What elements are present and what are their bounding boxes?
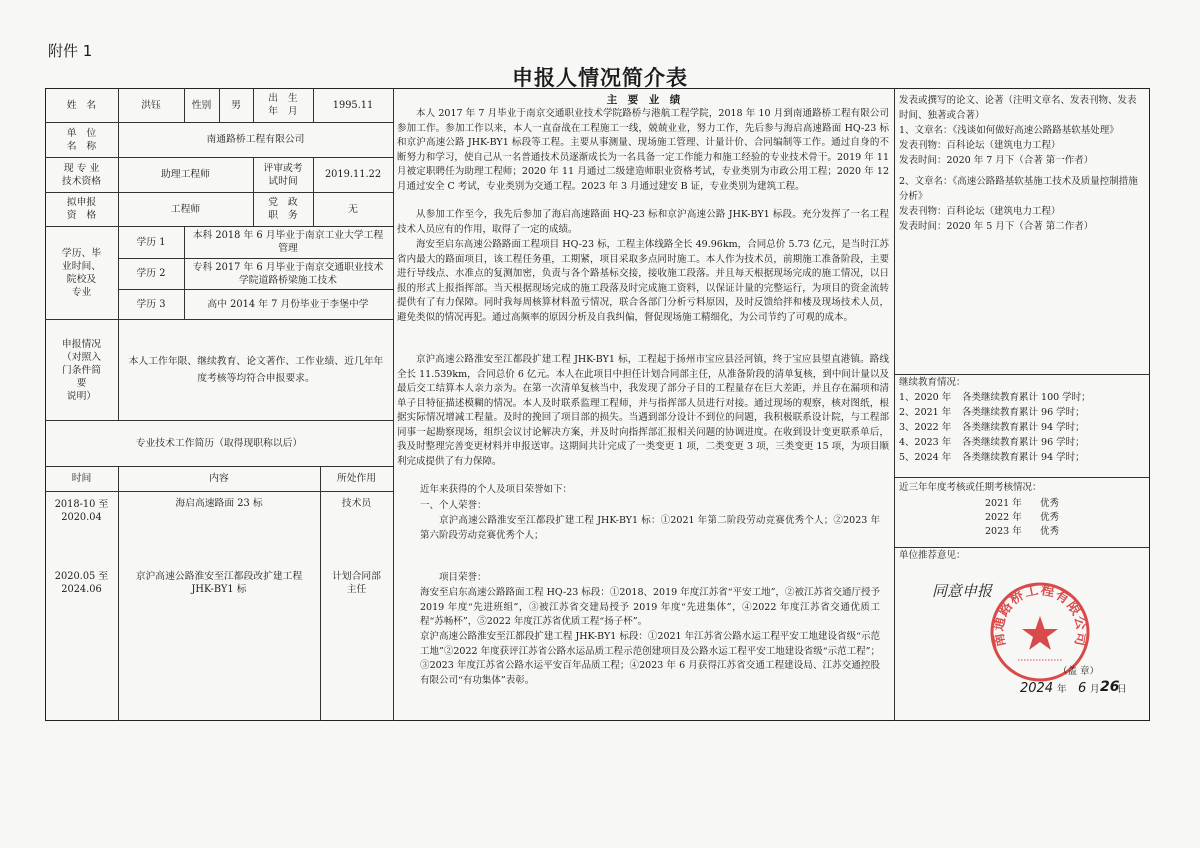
review-time-value: 2019.11.22: [324, 169, 382, 180]
unit-value: 南通路桥工程有限公司: [206, 134, 305, 145]
education-label: 学历、毕 业时间、 院校及 专业: [61, 247, 102, 298]
review-time-label: 评审或考 试时间: [263, 162, 303, 187]
page-title: 申报人情况简介表: [512, 66, 688, 90]
declaration-value: 本人工作年限、继续教育、论文著作、工作业绩、近几年年度考核等均符合申报要求。: [128, 356, 384, 384]
stamp-star-icon: [1022, 616, 1058, 650]
ce-row-2-year: 2、2021 年: [899, 407, 952, 418]
project-honors-text-2: 京沪高速公路淮安至江都段扩建工程 JHK-BY1 标段：①2021 年江苏省公路水运工程平安工地建设省级“示范工地”②2022 年度获评江苏省公路水运品质工程示范创建项目及公路水运工程平安工地建设省级“示范工程”；③2023 年度江苏省公路水运平安百年品质工程；④2023 年 6 月获得江苏省交通工程建设局、江苏交通控股有限公司“有功集体”表彰。: [420, 631, 880, 686]
assessment-title: 近三年年度考核或任期考核情况：: [899, 482, 1042, 493]
continuing-education-title: 继续教育情况：: [899, 377, 966, 388]
education-3-label: 学历 3: [136, 298, 166, 310]
qualification-label: 现 专 业 技术资格: [61, 162, 102, 187]
date-day-unit: 日: [1117, 684, 1127, 695]
papers-title: 发表或撰写的论文、论著（注明文章名、发表刊物、发表时间、独著或合著）: [899, 95, 1137, 121]
sign-date-month: 6: [1078, 681, 1087, 696]
main-achievements-title: 主 要 业 绩: [606, 94, 681, 106]
party-post-value: 无: [348, 203, 358, 215]
achievement-paragraph-4: 京沪高速公路淮安至江都段扩建工程 JHK-BY1 标，工程起于扬州市宝应县泾河镇，终于宝应县望直港镇。路线全长 11.539km，合同总价 6 亿元。本人在此项目中担任计划合同部主任，从准备阶段的清单复核，到中间计量以及最后交工结算本人亲力亲为。在第一次清单复核当中，我发现了部分子目的工程量存在巨大差距，并且存在漏项和清单子目特征描述模糊的情况。本人及时联系监理工程师，并与指挥部人员进行对接。通过现场的观察，核对图纸，根据实际情况增减工程量。及时的挽回了项目部的损失。当遇到部分设计不到位的问题，我积极联系设计院，与工程部同事一起勘察现场，组织会议讨论解决方案，并及时向指挥部汇报相关问题的协调进度。在收到设计变更联系单后，我及时整理完善变更材料并申报送审。这期间共计完成了一类变更 1 项，二类变更 3 项，三类变更 15 项，为项目顺利完成提供了有力保障。: [397, 354, 889, 467]
assessment-row-2-year: 2022 年: [985, 512, 1022, 523]
work-history-title: 专业技术工作简历（取得现职称以后）: [135, 437, 303, 449]
work-history-row-2-content: 京沪高速公路淮安至江都段改扩建工程 JHK-BY1 标: [135, 571, 303, 595]
personal-honors-text: 京沪高速公路淮安至江都段扩建工程 JHK-BY1 标：①2021 年第二阶段劳动竞赛优秀个人；②2023 年第六阶段劳动竞赛优秀个人；: [420, 515, 880, 541]
ce-row-4-text: 各类继续教育累计 96 学时；: [962, 437, 1085, 448]
ce-row-1-year: 1、2020 年: [899, 392, 952, 403]
achievement-paragraph-3: 海安至启东高速公路路面工程项目 HQ-23 标，工程主体线路全长 49.96km，合同总价 5.73 亿元，是当时江苏省内最大的路面项目，该工程任务重，工期紧，项目采取多点同时施工。本人作为技术员，前期施工准备阶段，主要进行导线点、水准点的复测加密，负责与各个路基标交接，接收施工段落。并且每天根据现场完成的施工情况，以日报的形式上报指挥部。当天根据现场完成的施工段落及时完成施工资料，以保证计量的完整运行，为项目的资金流转提供有了有力保障。同时我每周核算材料盈亏情况，联合各部门分析亏料原因，及时反馈给拌和楼及现场技术人员，避免类似的情况再犯。通过高频率的原因分析及自我纠偏，督促现场施工精细化，为公司节约了可观的成本。: [397, 239, 889, 323]
ce-row-1-text: 各类继续教育累计 100 学时；: [962, 392, 1091, 403]
birth-value: 1995.11: [332, 99, 374, 111]
project-honors-title: 项目荣誉：: [439, 572, 487, 583]
stamp-text: 南通路桥工程有限公司: [990, 581, 1090, 649]
qualification-value: 助理工程师: [161, 169, 210, 180]
assessment-row-3-year: 2023 年: [985, 526, 1022, 537]
ce-row-5-text: 各类继续教育累计 94 学时；: [962, 452, 1085, 463]
personal-honors-title: 一、个人荣誉：: [420, 500, 487, 511]
paper-line-5: 发表刊物：百科论坛（建筑电力工程）: [899, 206, 1061, 217]
declaration-label: 申报情况 （对照入 门条件简 要 说明）: [61, 338, 102, 402]
achievement-paragraph-1: 本人 2017 年 7 月毕业于南京交通职业技术学院路桥与港航工程学院，2018 年 10 月到南通路桥工程有限公司参加工作。参加工作以来，本人一直奋战在工程施工一线，兢兢业业，努力工作，先后参与海启高速路面 HQ-23 标和京沪高速公路 JHK-BY1 标段等工程。主要从事测量、现场施工管理、计量计价、合同编制等工作。通过自身的不断努力和学习，使自己从一名普通技术员逐渐成长为一名具备一定工作能力和施工经验的专业技术骨干。2019 年 11 月被定职聘任为助理工程师；2020 年 11 月通过二级建造师职业资格考试，专业类别为市政公用工程；2020 年 12 月通过安全 C 考试，专业类别为交通工程。2023 年 3 月通过建安 B 证，专业类别为建筑工程。: [397, 108, 889, 192]
education-1-value: 本科 2018 年 6 月毕业于南京工业大学工程管理: [192, 230, 384, 254]
assessment-row-1-result: 优秀: [1040, 498, 1060, 509]
assessment-row-3-result: 优秀: [1040, 526, 1060, 537]
honors-intro: 近年来获得的个人及项目荣誉如下：: [420, 484, 573, 495]
work-history-row-1-content: 海启高速路面 23 标: [175, 497, 263, 509]
education-2-value: 专科 2017 年 6 月毕业于南京交通职业技术学院道路桥梁施工技术: [192, 261, 384, 286]
birth-label: 出 生 年 月: [268, 93, 298, 117]
work-history-row-2-role: 计划合同部 主任: [332, 571, 381, 595]
party-post-label: 党 政 职 务: [268, 197, 298, 221]
paper-line-6: 发表时间：2020 年 5 月下（合著 第二作者）: [899, 221, 1094, 232]
paper-line-3: 发表时间：2020 年 7 月下（合著 第一作者）: [899, 155, 1094, 166]
name-value: 洪钰: [141, 99, 161, 111]
work-history-header-content: 内容: [209, 473, 229, 484]
date-month-unit: 月: [1090, 684, 1100, 695]
gender-value: 男: [231, 99, 241, 111]
work-history-row-1-role: 技术员: [341, 497, 372, 509]
work-history-row-1-time: 2018-10 至 2020.04: [54, 499, 109, 523]
annex-label: 附件 1: [48, 42, 93, 60]
ce-row-3-year: 3、2022 年: [899, 422, 952, 433]
education-2-label: 学历 2: [136, 268, 166, 279]
paper-line-4: 2、文章名：《高速公路路基软基施工技术及质量控制措施分析》: [899, 176, 1138, 202]
project-honors-text-1: 海安至启东高速公路路面工程 HQ-23 标段：①2018、2019 年度江苏省“平安工地”，②被江苏省交通厅授予 2019 年度“先进班组”，③被江苏省交建局授予 2019 年度“先进集体”，④2022 年度江苏省交通优质工程“苏畅杯”，⑤2022 年度江苏省优质工程“扬子杯”。: [420, 587, 880, 627]
sign-date-day: 26: [1100, 679, 1120, 695]
seal-label: （盖 章）: [1058, 666, 1100, 677]
handwritten-approval: 同意申报: [932, 582, 993, 600]
apply-qualification-label: 拟申报 资 格: [66, 197, 97, 221]
ce-row-3-text: 各类继续教育累计 94 学时；: [962, 422, 1085, 433]
gender-label: 性别: [191, 99, 212, 111]
ce-row-2-text: 各类继续教育累计 96 学时；: [962, 407, 1085, 418]
work-history-header-role: 所处作用: [336, 473, 377, 484]
assessment-row-2-result: 优秀: [1040, 512, 1060, 523]
education-1-label: 学历 1: [136, 236, 166, 248]
education-3-value: 高中 2014 年 7 月份毕业于李堡中学: [207, 298, 369, 310]
paper-line-2: 发表刊物：百科论坛（建筑电力工程）: [899, 140, 1061, 151]
column-divider: [894, 88, 895, 721]
paper-line-1: 1、文章名：《浅谈如何做好高速公路路基软基处理》: [899, 125, 1119, 136]
work-history-row-2-time: 2020.05 至 2024.06: [54, 571, 109, 595]
work-history-header-time: 时间: [71, 473, 92, 484]
assessment-row-1-year: 2021 年: [985, 498, 1022, 509]
column-divider: [393, 88, 394, 721]
ce-row-5-year: 5、2024 年: [899, 452, 952, 463]
name-label: 姓 名: [66, 99, 97, 111]
ce-row-4-year: 4、2023 年: [899, 437, 952, 448]
apply-qualification-value: 工程师: [170, 203, 201, 215]
recommendation-title: 单位推荐意见：: [899, 550, 966, 561]
achievement-paragraph-2: 从参加工作至今，我先后参加了海启高速路面 HQ-23 标和京沪高速公路 JHK-BY1 标段。充分发挥了一名工程技术人员应有的作用，取得了一定的成绩。: [397, 209, 889, 235]
sign-date-year: 2024: [1020, 681, 1054, 696]
unit-label: 单 位 名 称: [66, 127, 97, 152]
date-year-unit: 年: [1057, 684, 1067, 695]
